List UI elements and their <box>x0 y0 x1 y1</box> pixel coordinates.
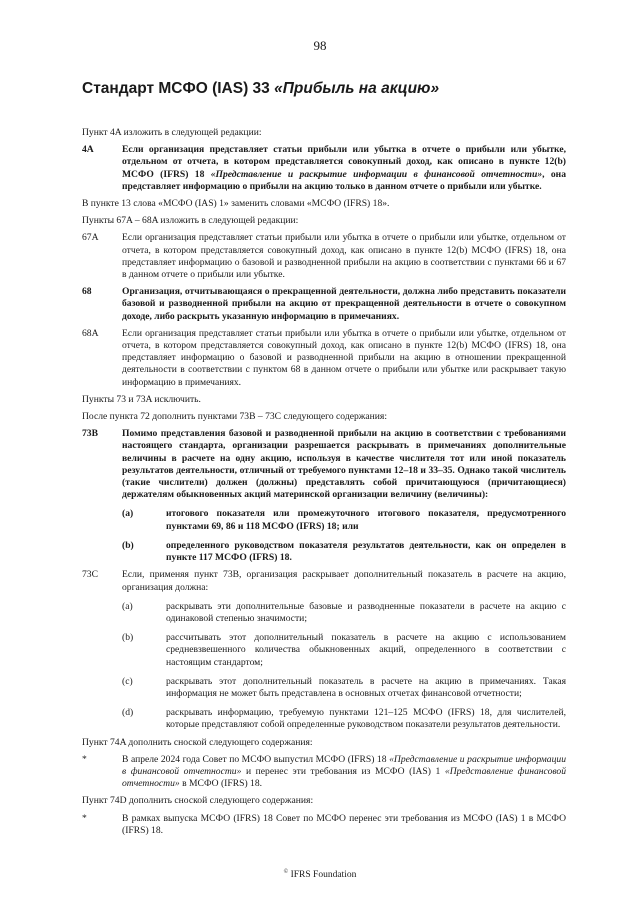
subitem-text: раскрывать эти дополнительные базовые и разводненные показатели в расчете на акцию с одинаковой степенью значимости; <box>166 600 566 624</box>
paragraph-number: 67A <box>82 232 99 244</box>
page-number: 98 <box>313 38 327 53</box>
instruction-text: Пункты 73 и 73A исключить. <box>82 393 201 405</box>
text-run: в МСФО (IFRS) 18. <box>179 778 263 790</box>
paragraph <box>82 754 566 791</box>
subitem-label: (a) <box>122 600 133 612</box>
subitem-text: определенного руководством показателя результатов деятельности, как он определен в пункте 117 МСФО (IFRS) 18. <box>166 539 566 564</box>
subitem-text: рассчитывать этот дополнительный показатель в расчете на акцию с использованием средневзвешенного количества обыкновенных акций, определенного в соответствии с настоящим стандартом; <box>166 632 566 668</box>
paragraph-text <box>122 144 566 193</box>
paragraph <box>82 144 566 193</box>
text-run: В апреле 2024 года Совет по МСФО выпустил МСФО (IFRS) 18 <box>122 753 390 765</box>
instruction-text: Пункт 74A дополнить сноской следующего содержания: <box>82 736 313 748</box>
subitem-label: (a) <box>122 508 134 520</box>
paragraph-block <box>82 232 566 281</box>
instruction-text: Пункт 4A изложить в следующей редакции: <box>82 127 262 138</box>
page-title <box>82 80 439 98</box>
text-run: и перенес эти требования из МСФО (IAS) 1 <box>241 765 445 777</box>
paragraph-number: 68 <box>82 286 92 298</box>
subitem <box>122 632 566 669</box>
paragraph-text: Организация, отчитывающаяся о прекращенной деятельности, должна либо представить показатели базовой и разводненной прибыли на акцию от прекращенной деятельности в отчете о совокупном доходе, либо раскрыть указанную информацию в примечаниях. <box>122 286 566 322</box>
paragraph-number: 4A <box>82 144 94 156</box>
subitem-text: раскрывать этот дополнительный показатель в расчете на акцию в примечаниях. Такая информация не может быть представлена в основных отчетах финансовой отчетности; <box>166 675 566 699</box>
footer <box>0 869 640 880</box>
subitem <box>122 676 566 700</box>
paragraph-block <box>82 813 566 837</box>
paragraph <box>82 328 566 389</box>
paragraph <box>82 813 566 837</box>
paragraph <box>82 428 566 501</box>
paragraph-block <box>82 286 566 323</box>
italic-reference: «Представление финансовой отчетности» <box>122 765 566 790</box>
subitem-text: раскрывать информацию, требуемую пунктами 121–125 МСФО (IFRS) 18, для числителей, которые представляют собой определенные руководством показатели результатов деятельности. <box>166 707 566 731</box>
paragraph-block <box>82 754 566 791</box>
paragraph-text: Помимо представления базовой и разводненной прибыли на акцию в соответствии с требованиями настоящего стандарта, организации разрешается раскрывать в примечаниях дополнительные величины в расчете на одну акцию, используя в качестве числителя тот или иной показатель результатов деятельности, отличный от требуемого пунктами 12–18 и 33–35. Однако такой числитель (такие числители) должен (должны) представлять собой причитающуюся (причитающиеся) держателям обыкновенных акций материнской организации величину (величины): <box>122 428 566 501</box>
paragraph-number: * <box>82 812 87 824</box>
text-run: , она представляет информацию о прибыли на акцию только в данном отчете о прибыли или убытке. <box>122 168 567 192</box>
paragraph-number: * <box>82 753 87 765</box>
paragraph-block <box>82 328 566 389</box>
document-body <box>82 127 566 842</box>
subitem <box>122 540 566 564</box>
paragraph-text: Если организация представляет статьи прибыли или убытка в отчете о прибыли или убытке, отдельном от отчета, в котором представляется совокупный доход, как описано в пункте 12(b) МСФО (IFRS) 18, она представляет информацию о базовой и разводненной прибыли на акцию в отношении прекращенной деятельности в соответствии с пунктом 68 в данном отчете о прибыли или убытке или раскрывает такую информацию в примечаниях. <box>122 327 566 388</box>
subitem-text: итогового показателя или промежуточного итогового показателя, предусмотренного пунктами 69, 86 и 118 МСФО (IFRS) 18; или <box>166 508 566 532</box>
italic-reference: «Представление и раскрытие информации в финансовой отчетности» <box>210 168 543 180</box>
paragraph-text: Если, применяя пункт 73B, организация раскрывает дополнительный показатель в расчете на акцию, организация должна: <box>122 569 566 593</box>
page-title-italic: «Прибыль на акцию» <box>274 80 440 97</box>
paragraph-number: 73B <box>82 428 98 440</box>
italic-reference: «Представление и раскрытие информации в финансовой отчетности» <box>122 753 566 777</box>
paragraph <box>82 569 566 593</box>
paragraph <box>82 286 566 323</box>
subitem-label: (b) <box>122 632 134 644</box>
subitem-label: (b) <box>122 539 134 551</box>
paragraph-number: 68A <box>82 327 99 339</box>
subitem <box>122 707 566 731</box>
paragraph-text: Если организация представляет статьи прибыли или убытка в отчете о прибыли или убытке, отдельном от отчета, в котором представляется совокупный доход, как описано в пункте 12(b) МСФО (IFRS) 18, она представляет информацию о базовой и разводненной прибыли на акцию в соответствии с пунктами 66 и 67 в данном отчете о прибыли или убытке. <box>122 232 566 281</box>
subitem-label: (d) <box>122 707 134 719</box>
paragraph <box>82 232 566 281</box>
instruction-text: В пункте 13 слова «МСФО (IAS) 1» заменить словами «МСФО (IFRS) 18». <box>82 198 390 210</box>
page-title-main: Стандарт МСФО (IAS) 33 <box>82 80 275 97</box>
footer-text: IFRS Foundation <box>288 870 357 881</box>
instruction-text: После пункта 72 дополнить пунктами 73B – 73C следующего содержания: <box>82 411 387 423</box>
text-run: Если организация представляет статьи прибыли или убытка в отчете о прибыли или убытке, отдельном от отчета, в котором представляется совокупный доход, как описано в пункте 12(b) МСФО (IFRS) 18 <box>122 144 566 180</box>
paragraph-text <box>122 754 566 791</box>
paragraph-block <box>82 428 566 564</box>
paragraph-block <box>82 144 566 193</box>
instruction-text: Пункты 67A – 68A изложить в следующей редакции: <box>82 215 299 227</box>
paragraph-number: 73C <box>82 569 98 581</box>
paragraph-block <box>82 569 566 731</box>
instruction-text: Пункт 74D дополнить сноской следующего содержания: <box>82 795 314 807</box>
subitem <box>122 508 566 532</box>
subitem <box>122 601 566 625</box>
paragraph-text: В рамках выпуска МСФО (IFRS) 18 Совет по МСФО перенес эти требования из МСФО (IAS) 1 в МСФО (IFRS) 18. <box>122 812 566 836</box>
copyright-symbol: © <box>283 869 289 875</box>
subitem-label: (c) <box>122 675 133 687</box>
